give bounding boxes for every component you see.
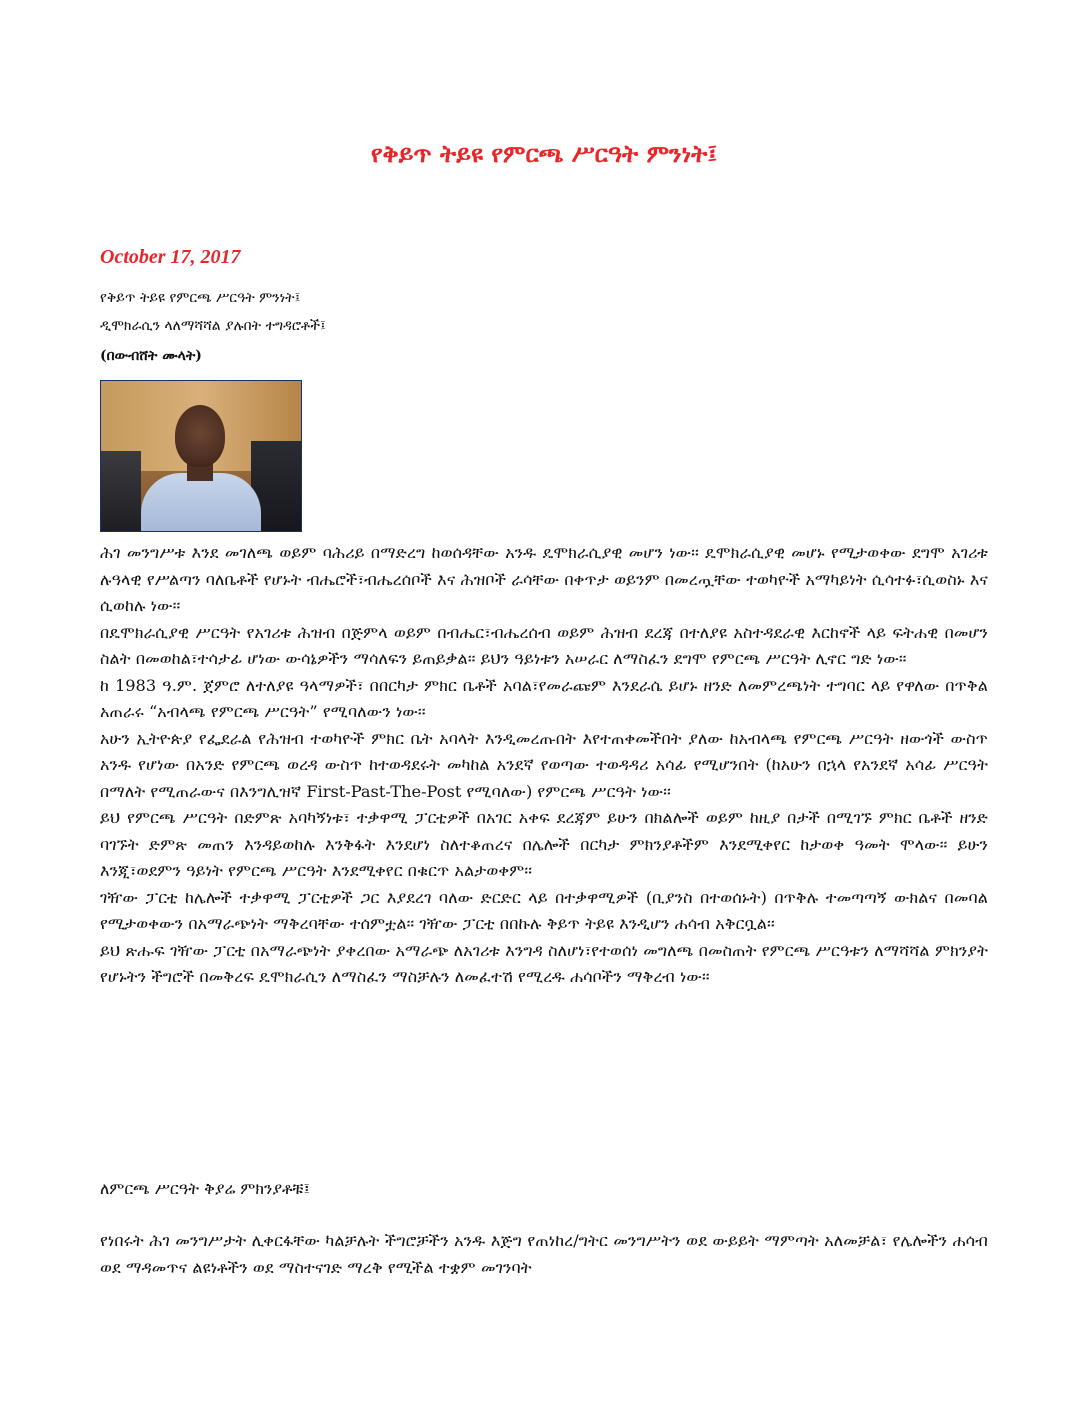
photo-head [175, 405, 225, 467]
page-title: የቅይጥ ትይዩ የምርጫ ሥርዓት ምንነት፤ [370, 139, 718, 168]
paragraph-2: በዴሞክራሲያዊ ሥርዓት የአገሪቱ ሕዝብ በጅምላ ወይም በብሔር፣ብሔረሰብ ወይም ሕዝብ ደረጃ በተለያዩ አስተዳደራዊ እርከኖች ላይ ፍትሐዊ በመሆን ስልት በመወከል፣ተሳታፊ ሆነው ውሳኔዎችን ማሳለፍን ይጠይቃል፡፡ ይህን ዓይነቱን አሠራር ለማስፈን ደግሞ የምርጫ ሥርዓት ሊኖር ግድ ነው፡፡ [100, 622, 988, 668]
author-portrait-image [100, 380, 302, 532]
closing-paragraph: የነበሩት ሕገ መንግሥታት ሊቀርፋቸው ካልቻሉት ችግሮቻችን አንዱ እጅግ የጠነከረ/ግትር መንግሥትን ወደ ውይይት ማምጣት አለመቻል፣ የሌሎችን ሐሳብ ወደ ማዳመጥና ልዩነቶችን ወደ ማስተናገድ ማረቅ የሚችል ተቋም መገንባት [100, 1231, 988, 1277]
paragraph-1: ሕገ መንግሥቱ እንደ መገለጫ ወይም ባሕሪይ በማድረግ ከወሰዳቸው አንዱ ዴሞክራሲያዊ መሆን ነው፡፡ ዴሞክራሲያዊ መሆኑ የሚታወቀው ደግሞ አገሪቱ ሉዓላዊ የሥልጣን ባለቤቶች የሆኑት ብሔሮች፣ብሔረሰቦች እና ሕዝቦች ራሳቸው በቀጥታ ወይንም በመረጧቸው ተወካዮች አማካይነት ሲሳተፉ፣ሲወስኑ እና ሲወከሉ ነው፡፡ [100, 543, 988, 615]
subtitle-line-2: ዲሞክራሲን ላለማሻሻል ያሉበት ተግዳሮቶች፤ [100, 318, 326, 334]
photo-chair-left [101, 451, 141, 532]
paragraph-5: ይህ የምርጫ ሥርዓት በድምጽ አባካኝነቱ፣ ተቃዋሚ ፓርቲዎች በአገር አቀፍ ደረጃም ይሁን በክልሎች ወይም ከዚያ በታች በሚገኙ ምክር ቤቶች ዘንድ ባገኙት ድምጽ መጠን እንዳይወከሉ እንቅፋት እንደሆነ ስለተቆጠረና በሌሎች በርካታ ምክንያቶችም እንደሚቀየር ከታወቀ ዓመት ሞላው፡፡ ይሁን እንጂ፣ወደምን ዓይነት የምርጫ ሥርዓት እንደሚቀየር በቁርጥ አልታወቀም፡፡ [100, 808, 988, 880]
section-heading: ለምርጫ ሥርዓት ቅያሬ ምክንያቶቹ፤ [100, 1179, 311, 1198]
paragraph-4: አሁን ኢትዮጵያ የፌደራል የሕዝብ ተወካዮች ምክር ቤት አባላት እንዲመረጡበት እየተጠቀመችበት ያለው ከአብላጫ የምርጫ ሥርዓት ዘውጎች ውስጥ አንዱ የሆነው በአንድ የምርጫ ወረዳ ውስጥ ከተወዳደሩት መካከል አንደኛ የወጣው ተወዳዳሪ አሳፊ የሚሆንበት (ከአሁን በኋላ የአንደኛ አሳፊ ሥርዓት በማለት የሚጠራውና በእንግሊዝኛ First-Past-The-Post የሚባለው) የምርጫ ሥርዓት ነው፡፡ [100, 728, 988, 801]
paragraph-7: ይህ ጽሑፍ ገዥው ፓርቲ በአማራጭነት ያቀረበው አማራጭ ለአገሪቱ እንግዳ ስለሆነ፣የተወሰነ መግለጫ በመስጠት የምርጫ ሥርዓቱን ለማሻሻል ምክንያት የሆኑትን ችግሮች በመቅረፍ ዴሞክራሲን ለማስፈን ማስቻሉን ለመፈተሽ የሚረዱ ሐሳቦችን ማቅረብ ነው፡፡ [100, 940, 988, 986]
paragraph-3: ከ 1983 ዓ.ም. ጀምሮ ለተለያዩ ዓላማዎች፣ በበርካታ ምክር ቤቶች አባል፣የመራጩም እንደራሴ ይሆኑ ዘንድ ለመምረጫነት ተግባር ላይ የዋለው በጥቅል አጠራሩ “አብላጫ የምርጫ ሥርዓት” የሚባለውን ነው፡፡ [100, 675, 988, 721]
photo-shirt [141, 473, 261, 532]
author-byline: (በውብሸት ሙላት) [100, 348, 202, 364]
subtitle-line-1: የቅይጥ ትይዩ የምርጫ ሥርዓት ምንነት፤ [100, 290, 301, 306]
paragraph-6: ገዥው ፓርቲ ከሌሎች ተቃዋሚ ፓርቲዎች ጋር እያደረገ ባለው ድርድር ላይ በተቃዋሚዎች (ቢያንስ በተወሰኑት) በጥቅሉ ተመጣጣኝ ውክልና በመባል የሚታወቀውን በአማራጭነት ማቅረባቸው ተሰምቷል፡፡ ገዥው ፓርቲ በበኩሉ ቅይጥ ትይዩ እንዲሆን ሐሳብ አቅርቧል፡፡ [100, 887, 988, 933]
article-body [100, 540, 988, 991]
post-date: October 17, 2017 [100, 246, 241, 268]
subtitle-block [100, 284, 326, 340]
